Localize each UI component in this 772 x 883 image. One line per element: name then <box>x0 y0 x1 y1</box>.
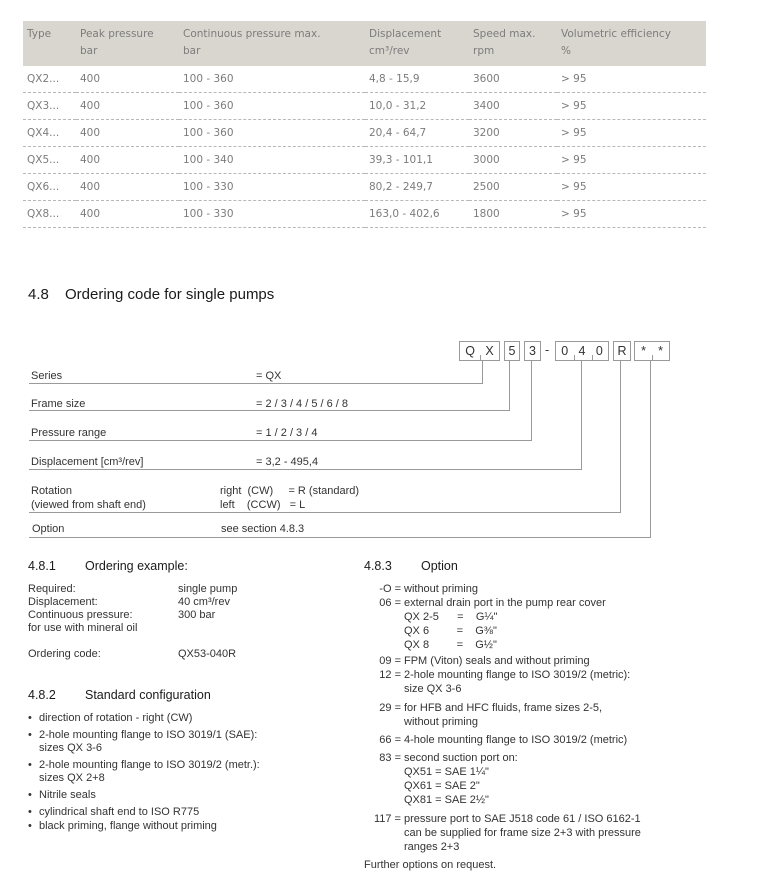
code-box-rotation <box>613 341 631 361</box>
option-desc: QX61 = SAE 2" <box>404 780 480 792</box>
option-code: 09 = <box>379 655 401 667</box>
section-number: 4.8.1 <box>28 559 56 573</box>
option-code: 06 = <box>379 597 401 609</box>
example-label-displacement: Displacement: <box>28 596 98 608</box>
cell-continuous-pressure: 100 - 360 <box>179 120 365 147</box>
cell-efficiency: > 95 <box>557 147 706 174</box>
section-heading-4-8-3 <box>364 559 458 573</box>
code-char: 0 <box>595 344 603 358</box>
cell-peak-pressure: 400 <box>76 120 179 147</box>
code-row-label-displacement: Displacement [cm³/rev] <box>31 456 144 468</box>
option-desc: FPM (Viton) seals and without priming <box>404 655 590 667</box>
code-row-value-displacement: = 3,2 - 495,4 <box>256 456 319 468</box>
option-code: 66 = <box>379 734 401 746</box>
code-row-label-rotation: Rotation <box>31 485 72 497</box>
cell-continuous-pressure: 100 - 360 <box>179 93 365 120</box>
cell-continuous-pressure: 100 - 330 <box>179 201 365 228</box>
option-code: 83 = <box>379 752 401 764</box>
col-header-peak-pressure: Peak pressure bar <box>80 28 154 57</box>
list-item: • cylindrical shaft end to ISO R775 <box>27 806 347 819</box>
list-item: • Nitrile seals <box>27 789 347 802</box>
cell-speed: 2500 <box>469 174 557 201</box>
cell-displacement: 20,4 - 64,7 <box>365 120 469 147</box>
option-desc: size QX 3-6 <box>404 683 462 695</box>
cell-peak-pressure: 400 <box>76 147 179 174</box>
example-value-required: single pump <box>178 583 238 595</box>
code-char: Q <box>465 344 475 358</box>
cell-displacement: 163,0 - 402,6 <box>365 201 469 228</box>
code-row-value-option: see section 4.8.3 <box>221 523 305 535</box>
option-desc: without priming <box>404 716 478 728</box>
code-box-series <box>459 341 500 361</box>
cell-efficiency: > 95 <box>557 120 706 147</box>
option-desc: pressure port to SAE J518 code 61 / ISO 6162-1 <box>404 813 641 825</box>
code-row-value-rotation-right: right (CW) = R (standard) <box>220 485 360 497</box>
code-row-label-series: Series <box>31 370 63 382</box>
code-char: * <box>641 344 646 358</box>
col-header-continuous-pressure: Continuous pressure max. bar <box>183 28 321 57</box>
cell-speed: 3000 <box>469 147 557 174</box>
cell-type: QX5... <box>23 147 76 174</box>
cell-peak-pressure: 400 <box>76 201 179 228</box>
cell-displacement: 80,2 - 249,7 <box>365 174 469 201</box>
code-row-label-frame-size: Frame size <box>31 398 86 410</box>
option-code: 12 = <box>379 669 401 681</box>
cell-speed: 3200 <box>469 120 557 147</box>
connector-line <box>482 361 483 384</box>
code-row-value-series: = QX <box>256 370 282 382</box>
col-header-speed: Speed max. rpm <box>473 28 536 57</box>
option-desc: external drain port in the pump rear cover <box>404 597 606 609</box>
list-item: • 2-hole mounting flange to ISO 3019/2 (metr.): sizes QX 2+8 <box>27 759 347 785</box>
table-row <box>23 201 706 228</box>
option-code: 29 = <box>379 702 401 714</box>
connector-line <box>29 440 532 441</box>
option-code: 117 = <box>373 813 401 825</box>
section-title: Ordering code for single pumps <box>65 286 275 303</box>
option-desc: for HFB and HFC fluids, frame sizes 2-5, <box>404 702 603 714</box>
cell-peak-pressure: 400 <box>76 174 179 201</box>
code-char: 4 <box>578 344 586 358</box>
code-char: X <box>485 344 494 358</box>
section-heading-4-8 <box>28 286 274 303</box>
option-desc: QX 6 = G⅜" <box>404 625 497 637</box>
option-desc: QX 2-5 = G¼" <box>404 611 498 623</box>
connector-line <box>509 361 510 411</box>
section-heading-4-8-1 <box>28 559 188 573</box>
ordering-example-values <box>178 583 237 622</box>
table-row <box>23 174 706 201</box>
cell-efficiency: > 95 <box>557 66 706 93</box>
cell-displacement: 4,8 - 15,9 <box>365 66 469 93</box>
box-divider <box>592 355 593 360</box>
section-heading-4-8-2 <box>28 688 211 702</box>
box-divider <box>574 355 575 360</box>
list-item: • direction of rotation - right (CW) <box>27 712 347 725</box>
code-row-value-frame-size: = 2 / 3 / 4 / 5 / 6 / 8 <box>256 398 349 410</box>
col-header-volumetric-efficiency: Volumetric efficiency % <box>561 28 671 57</box>
table-row <box>23 93 706 120</box>
connector-line <box>29 410 510 411</box>
option-desc: ranges 2+3 <box>404 841 460 853</box>
cell-continuous-pressure: 100 - 360 <box>179 66 365 93</box>
col-header-type: Type <box>27 28 52 40</box>
option-desc: 4-hole mounting flange to ISO 3019/2 (metric) <box>404 734 628 746</box>
example-label-required: Required: <box>28 583 76 595</box>
cell-continuous-pressure: 100 - 330 <box>179 174 365 201</box>
code-char: R <box>617 344 627 358</box>
option-desc: QX81 = SAE 2½" <box>404 794 489 806</box>
option-desc: 2-hole mounting flange to ISO 3019/2 (metric): <box>404 669 631 681</box>
box-divider <box>480 355 481 360</box>
code-row-label-option: Option <box>32 523 65 535</box>
cell-speed: 3600 <box>469 66 557 93</box>
cell-type: QX6... <box>23 174 76 201</box>
cell-displacement: 39,3 - 101,1 <box>365 147 469 174</box>
code-box-frame <box>504 341 520 361</box>
code-box-displacement <box>555 341 609 361</box>
table-header-row <box>23 21 706 66</box>
cell-type: QX8... <box>23 201 76 228</box>
code-char: 3 <box>529 344 536 358</box>
cell-efficiency: > 95 <box>557 93 706 120</box>
section-title: Option <box>421 559 458 573</box>
section-number: 4.8 <box>28 286 49 303</box>
ordering-code-value: QX53-040R <box>178 648 237 660</box>
col-header-displacement: Displacement cm³/rev <box>369 28 442 57</box>
table-row <box>23 66 706 93</box>
section-number: 4.8.2 <box>28 688 56 702</box>
connector-line <box>581 361 582 470</box>
code-dash: - <box>545 343 550 357</box>
box-divider <box>652 355 653 360</box>
code-row-label-rotation-note: (viewed from shaft end) <box>31 499 146 511</box>
list-item: • 2-hole mounting flange to ISO 3019/1 (SAE): sizes QX 3-6 <box>27 729 347 755</box>
option-desc: QX51 = SAE 1¼" <box>404 766 489 778</box>
section-title: Ordering example: <box>85 559 188 573</box>
connector-line <box>29 469 582 470</box>
connector-line <box>29 383 483 384</box>
table-row <box>23 120 706 147</box>
connector-line <box>29 537 651 538</box>
cell-efficiency: > 95 <box>557 201 706 228</box>
connector-line <box>531 361 532 441</box>
cell-efficiency: > 95 <box>557 174 706 201</box>
option-code: -O = <box>379 583 401 595</box>
standard-config-list <box>27 712 347 837</box>
option-desc: without priming <box>404 583 478 595</box>
cell-type: QX4... <box>23 120 76 147</box>
code-char: * <box>658 344 663 358</box>
section-title: Standard configuration <box>85 688 211 702</box>
code-row-value-pressure-range: = 1 / 2 / 3 / 4 <box>256 427 318 439</box>
example-value-pressure: 300 bar <box>178 609 216 621</box>
list-item: • black priming, flange without priming <box>27 820 347 833</box>
cell-displacement: 10,0 - 31,2 <box>365 93 469 120</box>
code-char: 0 <box>561 344 569 358</box>
cell-continuous-pressure: 100 - 340 <box>179 147 365 174</box>
code-row-value-rotation-left: left (CCW) = L <box>220 499 306 511</box>
code-box-option <box>634 341 670 361</box>
connector-line <box>29 512 621 513</box>
cell-peak-pressure: 400 <box>76 93 179 120</box>
code-char: 5 <box>508 344 516 358</box>
ordering-example-labels <box>28 583 137 635</box>
table-row <box>23 147 706 174</box>
options-footer-note: Further options on request. <box>364 859 497 871</box>
ordering-code-label: Ordering code: <box>28 648 101 660</box>
cell-speed: 3400 <box>469 93 557 120</box>
connector-line <box>650 361 651 538</box>
cell-speed: 1800 <box>469 201 557 228</box>
code-row-label-pressure-range: Pressure range <box>31 427 107 439</box>
example-label-pressure: Continuous pressure: <box>28 609 133 621</box>
cell-peak-pressure: 400 <box>76 66 179 93</box>
example-label-mineral-oil: for use with mineral oil <box>28 622 138 634</box>
cell-type: QX3... <box>23 93 76 120</box>
option-desc: second suction port on: <box>404 752 518 764</box>
pump-spec-table <box>23 21 706 228</box>
example-value-displacement: 40 cm³/rev <box>178 596 230 608</box>
option-desc: can be supplied for frame size 2+3 with pressure <box>404 827 641 839</box>
code-box-pressure <box>524 341 541 361</box>
section-number: 4.8.3 <box>364 559 392 573</box>
option-list <box>364 583 764 883</box>
cell-type: QX2... <box>23 66 76 93</box>
connector-line <box>620 361 621 513</box>
option-desc: QX 8 = G½" <box>404 639 497 651</box>
